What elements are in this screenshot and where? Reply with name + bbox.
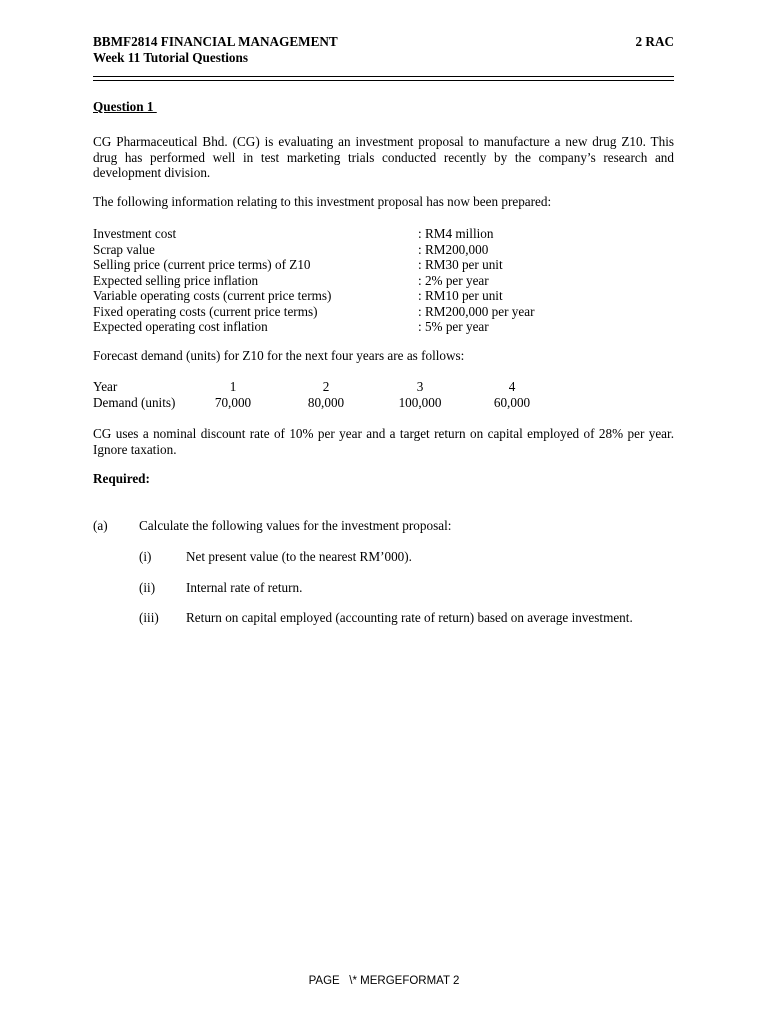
part-a-text: Calculate the following values for the investment proposal: xyxy=(139,518,452,533)
required-heading: Required: xyxy=(93,471,150,486)
year-cell: 4 xyxy=(508,379,516,394)
demand-cell: 100,000 xyxy=(398,394,442,410)
info-row xyxy=(93,273,674,289)
info-label: Investment cost xyxy=(93,226,177,241)
year-label: Year xyxy=(93,379,118,394)
info-value: : RM200,000 per year xyxy=(418,303,535,319)
info-label: Variable operating costs (current price terms) xyxy=(93,288,332,303)
demand-label: Demand (units) xyxy=(93,394,176,410)
info-label: Selling price (current price terms) of Z10 xyxy=(93,257,311,272)
info-row xyxy=(93,304,674,320)
page-footer: PAGE \* MERGEFORMAT 2 xyxy=(308,975,460,987)
document-page xyxy=(93,0,674,1024)
year-cell: 3 xyxy=(416,379,424,394)
info-value: : RM10 per unit xyxy=(418,288,503,303)
info-value: : RM30 per unit xyxy=(418,257,503,272)
subpart-marker: (i) xyxy=(139,549,152,564)
tutorial-subtitle: Week 11 Tutorial Questions xyxy=(93,50,248,65)
subpart-text: Return on capital employed (accounting rate of return) based on average investment. xyxy=(186,610,633,625)
part-a-marker: (a) xyxy=(93,518,108,533)
info-list xyxy=(93,226,674,335)
info-row xyxy=(93,242,674,258)
info-label: Scrap value xyxy=(93,241,155,257)
info-value: : RM200,000 xyxy=(418,241,489,257)
info-value: : 2% per year xyxy=(418,272,489,288)
intro-paragraph: CG Pharmaceutical Bhd. (CG) is evaluating an investment proposal to manufacture a new drug Z10. This drug has performed well in test marketing trials conducted recently by the company’s research and development division. xyxy=(93,134,674,180)
year-cell: 2 xyxy=(322,379,330,394)
info-row xyxy=(93,226,674,242)
demand-year-row xyxy=(93,379,674,395)
info-intro-paragraph: The following information relating to this investment proposal has now been prepared: xyxy=(93,194,552,209)
demand-units-row xyxy=(93,395,674,411)
demand-cell: 60,000 xyxy=(493,394,531,410)
info-label: Fixed operating costs (current price terms) xyxy=(93,303,318,319)
subpart-marker: (ii) xyxy=(139,580,156,595)
subpart-text: Net present value (to the nearest RM’000). xyxy=(186,549,412,564)
info-value: : 5% per year xyxy=(418,319,489,334)
info-value: : RM4 million xyxy=(418,226,494,241)
demand-table xyxy=(93,379,674,410)
info-label: Expected operating cost inflation xyxy=(93,319,268,334)
rates-paragraph: CG uses a nominal discount rate of 10% per year and a target return on capital employed of 28% per year. Ignore taxation. xyxy=(93,426,674,457)
demand-cell: 80,000 xyxy=(307,394,345,410)
course-code: 2 RAC xyxy=(635,34,674,49)
info-label: Expected selling price inflation xyxy=(93,272,259,288)
header-double-rule xyxy=(93,76,674,81)
subpart-marker: (iii) xyxy=(139,610,159,625)
page-header xyxy=(93,34,674,66)
question-title: Question 1 xyxy=(93,99,157,114)
demand-cell: 70,000 xyxy=(214,394,252,410)
course-title: BBMF2814 FINANCIAL MANAGEMENT xyxy=(93,34,338,49)
year-cell: 1 xyxy=(229,379,237,394)
subpart-text: Internal rate of return. xyxy=(186,580,303,595)
info-row xyxy=(93,257,674,273)
demand-intro-paragraph: Forecast demand (units) for Z10 for the next four years are as follows: xyxy=(93,348,465,363)
info-row xyxy=(93,288,674,304)
info-row xyxy=(93,319,674,335)
